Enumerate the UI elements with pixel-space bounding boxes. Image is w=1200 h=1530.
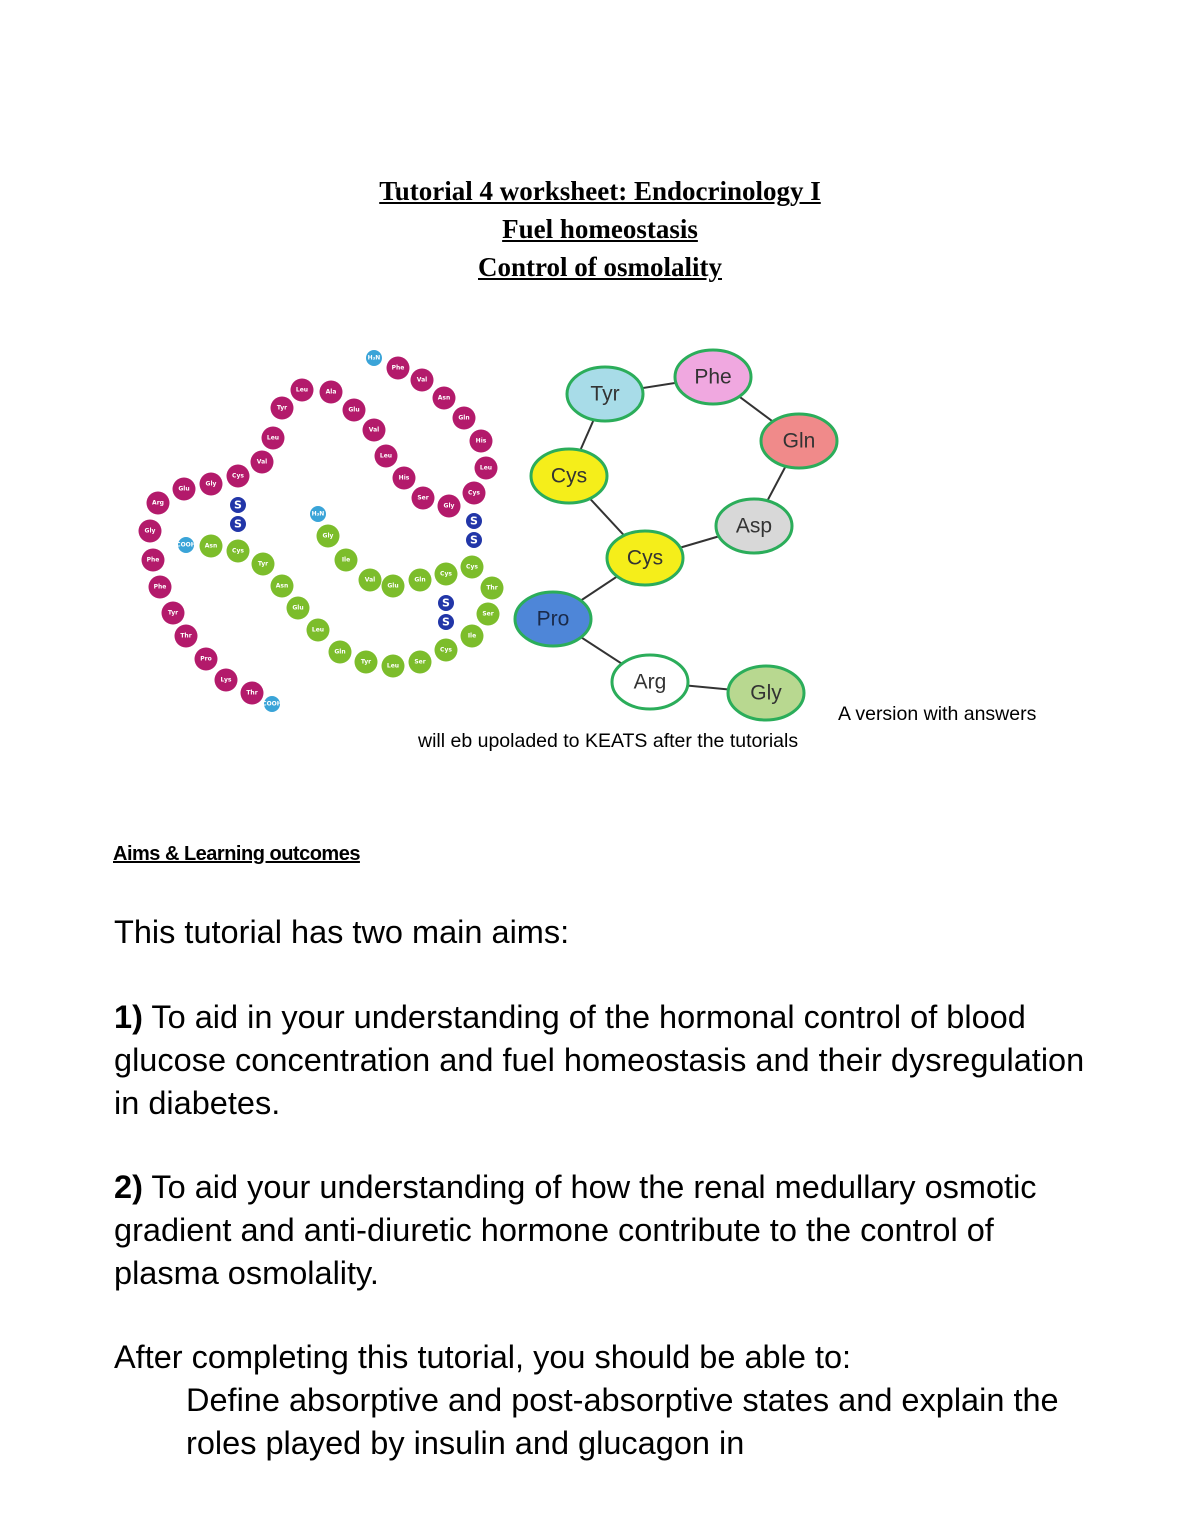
chain-b-residue-label: Gly — [144, 527, 156, 535]
aim-2 — [114, 1166, 1094, 1295]
disulfide-sulfur-label: S — [470, 514, 478, 528]
chain-b-residue — [195, 648, 218, 671]
chain-a-residue — [359, 569, 382, 592]
chain-b-residue-label: Phe — [391, 364, 405, 372]
chain-b-residue-label: Leu — [379, 452, 393, 460]
chain-a-residue-label: Cys — [440, 570, 452, 578]
ring-node-label: Asp — [735, 514, 773, 538]
ring-node-arg — [612, 655, 688, 709]
chain-a-residue — [271, 575, 294, 598]
ring-node-pro — [515, 592, 591, 646]
chain-b-residue — [251, 451, 274, 474]
chain-a-residue-label: Leu — [311, 626, 325, 634]
peptide-chains — [139, 350, 504, 712]
chain-a-residue-label: Glu — [292, 604, 304, 612]
chain-b-residue — [453, 407, 476, 430]
answers-note-line-2: will eb upoladed to KEATS after the tutorials — [418, 730, 799, 752]
chain-a-residue-label: Leu — [386, 662, 400, 670]
chain-b-residue — [139, 520, 162, 543]
disulfide-sulfur — [438, 614, 454, 630]
chain-a-residue — [477, 603, 500, 626]
chain-b-residue — [142, 549, 165, 572]
chain-b-residue-label: Asn — [437, 394, 451, 402]
chain-b-residue — [470, 430, 493, 453]
chain-b-residue — [227, 465, 250, 488]
chain-b-residue-label: Val — [256, 458, 268, 466]
chain-b-residue-label: Glu — [348, 406, 360, 414]
chain-a-residue-label: Gln — [414, 576, 426, 584]
chain-a-residue — [329, 641, 352, 664]
chain-b-residue-label: Cys — [468, 489, 480, 497]
chain-a-residue-label: Tyr — [360, 658, 372, 666]
chain-b-residue — [475, 457, 498, 480]
chain-b-residue-label: Thr — [180, 632, 192, 640]
chain-b-residue — [363, 419, 386, 442]
chain-a-residue — [335, 549, 358, 572]
chain-a-residue — [461, 556, 484, 579]
ring-node-cys — [531, 449, 607, 503]
outcome-1: Define absorptive and post-absorptive states and explain the roles played by insulin and glucagon in — [186, 1382, 1059, 1461]
chain-b-residue — [320, 381, 343, 404]
chain-b-residue-label: Gln — [458, 414, 470, 422]
ring-node-tyr — [567, 367, 643, 421]
chain-a-residue-label: Glu — [387, 582, 399, 590]
chain-a-residue-label: Gln — [334, 648, 346, 656]
chain-b-residue-label: Phe — [146, 556, 160, 564]
disulfide-sulfur-label: S — [470, 533, 478, 547]
aim-2-number: 2) — [114, 1169, 143, 1205]
chain-b-residue — [343, 399, 366, 422]
chain-b-residue — [438, 495, 461, 518]
chain-a-residue — [409, 651, 432, 674]
ring-node-label: Phe — [694, 365, 732, 389]
chain-a-residue-label: Tyr — [257, 560, 269, 568]
chain-a-n-terminus — [310, 506, 326, 522]
chain-b-residue-label: Val — [416, 376, 428, 384]
chain-b-residue-label: Leu — [479, 464, 493, 472]
title-line-3: Control of osmolality — [478, 252, 722, 282]
chain-b-residue-label: Leu — [295, 386, 309, 394]
disulfide-sulfur-label: S — [442, 596, 450, 610]
chain-b-residue-label: Arg — [152, 499, 164, 507]
chain-b-residue — [375, 445, 398, 468]
chain-b-residue — [149, 576, 172, 599]
chain-a-residue — [461, 625, 484, 648]
aim-2-text: To aid your understanding of how the renal medullary osmotic gradient and anti-diuretic hormone contribute to the control of plasma osmolality. — [114, 1169, 1037, 1291]
chain-b-residue — [175, 625, 198, 648]
disulfide-sulfur-label: S — [234, 498, 242, 512]
document-title-block — [0, 172, 1200, 286]
chain-b-residue — [433, 387, 456, 410]
chain-b-residue-label: Lys — [220, 676, 232, 684]
chain-a-residue-label: Asn — [275, 582, 289, 590]
intro-text: This tutorial has two main aims: — [114, 914, 570, 950]
chain-b-residue — [200, 473, 223, 496]
ring-node-label: Arg — [633, 670, 667, 694]
disulfide-sulfur — [466, 513, 482, 529]
chain-a-residue-label: Gly — [322, 532, 334, 540]
chain-b-residue — [262, 427, 285, 450]
chain-b-residue-label: His — [475, 437, 487, 445]
ring-node-asp — [716, 499, 792, 553]
disulfide-sulfur-label: S — [234, 517, 242, 531]
chain-a-residue-label: Ser — [414, 658, 426, 666]
ring-node-phe — [675, 350, 751, 404]
chain-a-n-terminus-label: H₃N — [311, 510, 325, 518]
outcomes-intro: After completing this tutorial, you should be able to: — [114, 1339, 852, 1375]
chain-b-residue-label: Val — [368, 426, 380, 434]
chain-b-residue-label: Cys — [232, 472, 244, 480]
chain-b-residue — [271, 397, 294, 420]
disulfide-sulfur — [466, 532, 482, 548]
chain-a-residue-label: Cys — [232, 547, 244, 555]
chain-b-c-terminus — [262, 696, 282, 712]
ring-node-label: Pro — [536, 607, 570, 631]
chain-b-residue — [215, 669, 238, 692]
aim-1 — [114, 996, 1094, 1125]
chain-a-residue-label: Val — [364, 576, 376, 584]
chain-b-residue-label: Leu — [266, 434, 280, 442]
chain-b-residue-label: Phe — [153, 583, 167, 591]
chain-a-c-terminus — [176, 537, 196, 553]
ring-node-label: Gln — [782, 429, 816, 453]
ring-node-cys — [607, 531, 683, 585]
chain-b-residue — [387, 357, 410, 380]
chain-b-residue — [412, 487, 435, 510]
chain-a-c-terminus-label: COOH — [176, 541, 196, 549]
chain-b-residue — [411, 369, 434, 392]
aim-1-number: 1) — [114, 999, 143, 1035]
ring-node-label: Cys — [550, 464, 588, 488]
chain-a-residue — [200, 535, 223, 558]
chain-b-residue — [162, 602, 185, 625]
chain-b-c-terminus-label: COOH — [262, 700, 282, 708]
title-line-1: Tutorial 4 worksheet: Endocrinology I — [379, 176, 821, 206]
chain-b-n-terminus-label: H₃N — [367, 354, 381, 362]
chain-a-residue-label: Asn — [204, 542, 218, 550]
chain-b-n-terminus — [366, 350, 382, 366]
chain-a-residue — [307, 619, 330, 642]
chain-b-residue-label: Pro — [200, 655, 212, 663]
chain-a-residue-label: Thr — [486, 584, 498, 592]
chain-b-residue-label: Ser — [417, 494, 429, 502]
chain-a-residue — [227, 540, 250, 563]
disulfide-sulfur-label: S — [442, 615, 450, 629]
ring-node-gly — [728, 666, 804, 720]
chain-a-residue — [382, 655, 405, 678]
disulfide-sulfur — [230, 497, 246, 513]
chain-a-residue — [382, 575, 405, 598]
chain-b-residue — [241, 682, 264, 705]
aim-1-text: To aid in your understanding of the hormonal control of blood glucose concentration and fuel homeostasis and their dysregulation in diabetes. — [114, 999, 1085, 1121]
chain-a-residue-label: Ile — [467, 632, 477, 640]
chain-a-residue-label: Ile — [341, 556, 351, 564]
ring-node-label: Cys — [626, 546, 664, 570]
chain-a-residue-label: Cys — [466, 563, 478, 571]
chain-b-residue-label: Gly — [205, 480, 217, 488]
chain-a-residue-label: Ser — [482, 610, 494, 618]
chain-a-residue-label: Cys — [440, 646, 452, 654]
aims-heading: Aims & Learning outcomes — [113, 843, 360, 865]
chain-b-residue — [393, 467, 416, 490]
title-line-2: Fuel homeostasis — [502, 214, 698, 244]
chain-b-residue-label: Gly — [443, 502, 455, 510]
chain-b-residue-label: Glu — [178, 485, 190, 493]
ring-node-gln — [761, 414, 837, 468]
answers-note-line-1: A version with answers — [838, 703, 1037, 725]
chain-a-residue — [409, 569, 432, 592]
chain-b-residue-label: Tyr — [276, 404, 288, 412]
amino-acid-ring — [515, 350, 837, 720]
chain-a-residue — [435, 563, 458, 586]
chain-a-residue — [435, 639, 458, 662]
chain-b-residue — [173, 478, 196, 501]
disulfide-sulfur — [438, 595, 454, 611]
chain-a-residue — [252, 553, 275, 576]
chain-b-residue — [463, 482, 486, 505]
ring-node-label: Tyr — [590, 382, 620, 406]
chain-a-residue — [355, 651, 378, 674]
chain-a-residue — [317, 525, 340, 548]
chain-b-residue-label: Ala — [325, 388, 337, 396]
chain-b-residue-label: Thr — [246, 689, 258, 697]
disulfide-sulfur — [230, 516, 246, 532]
chain-b-residue — [291, 379, 314, 402]
chain-a-residue — [481, 577, 504, 600]
ring-node-label: Gly — [750, 681, 782, 705]
chain-b-residue-label: His — [398, 474, 410, 482]
chain-b-residue-label: Tyr — [167, 609, 179, 617]
peptide-figure — [0, 330, 900, 730]
chain-a-residue — [287, 597, 310, 620]
chain-b-residue — [147, 492, 170, 515]
